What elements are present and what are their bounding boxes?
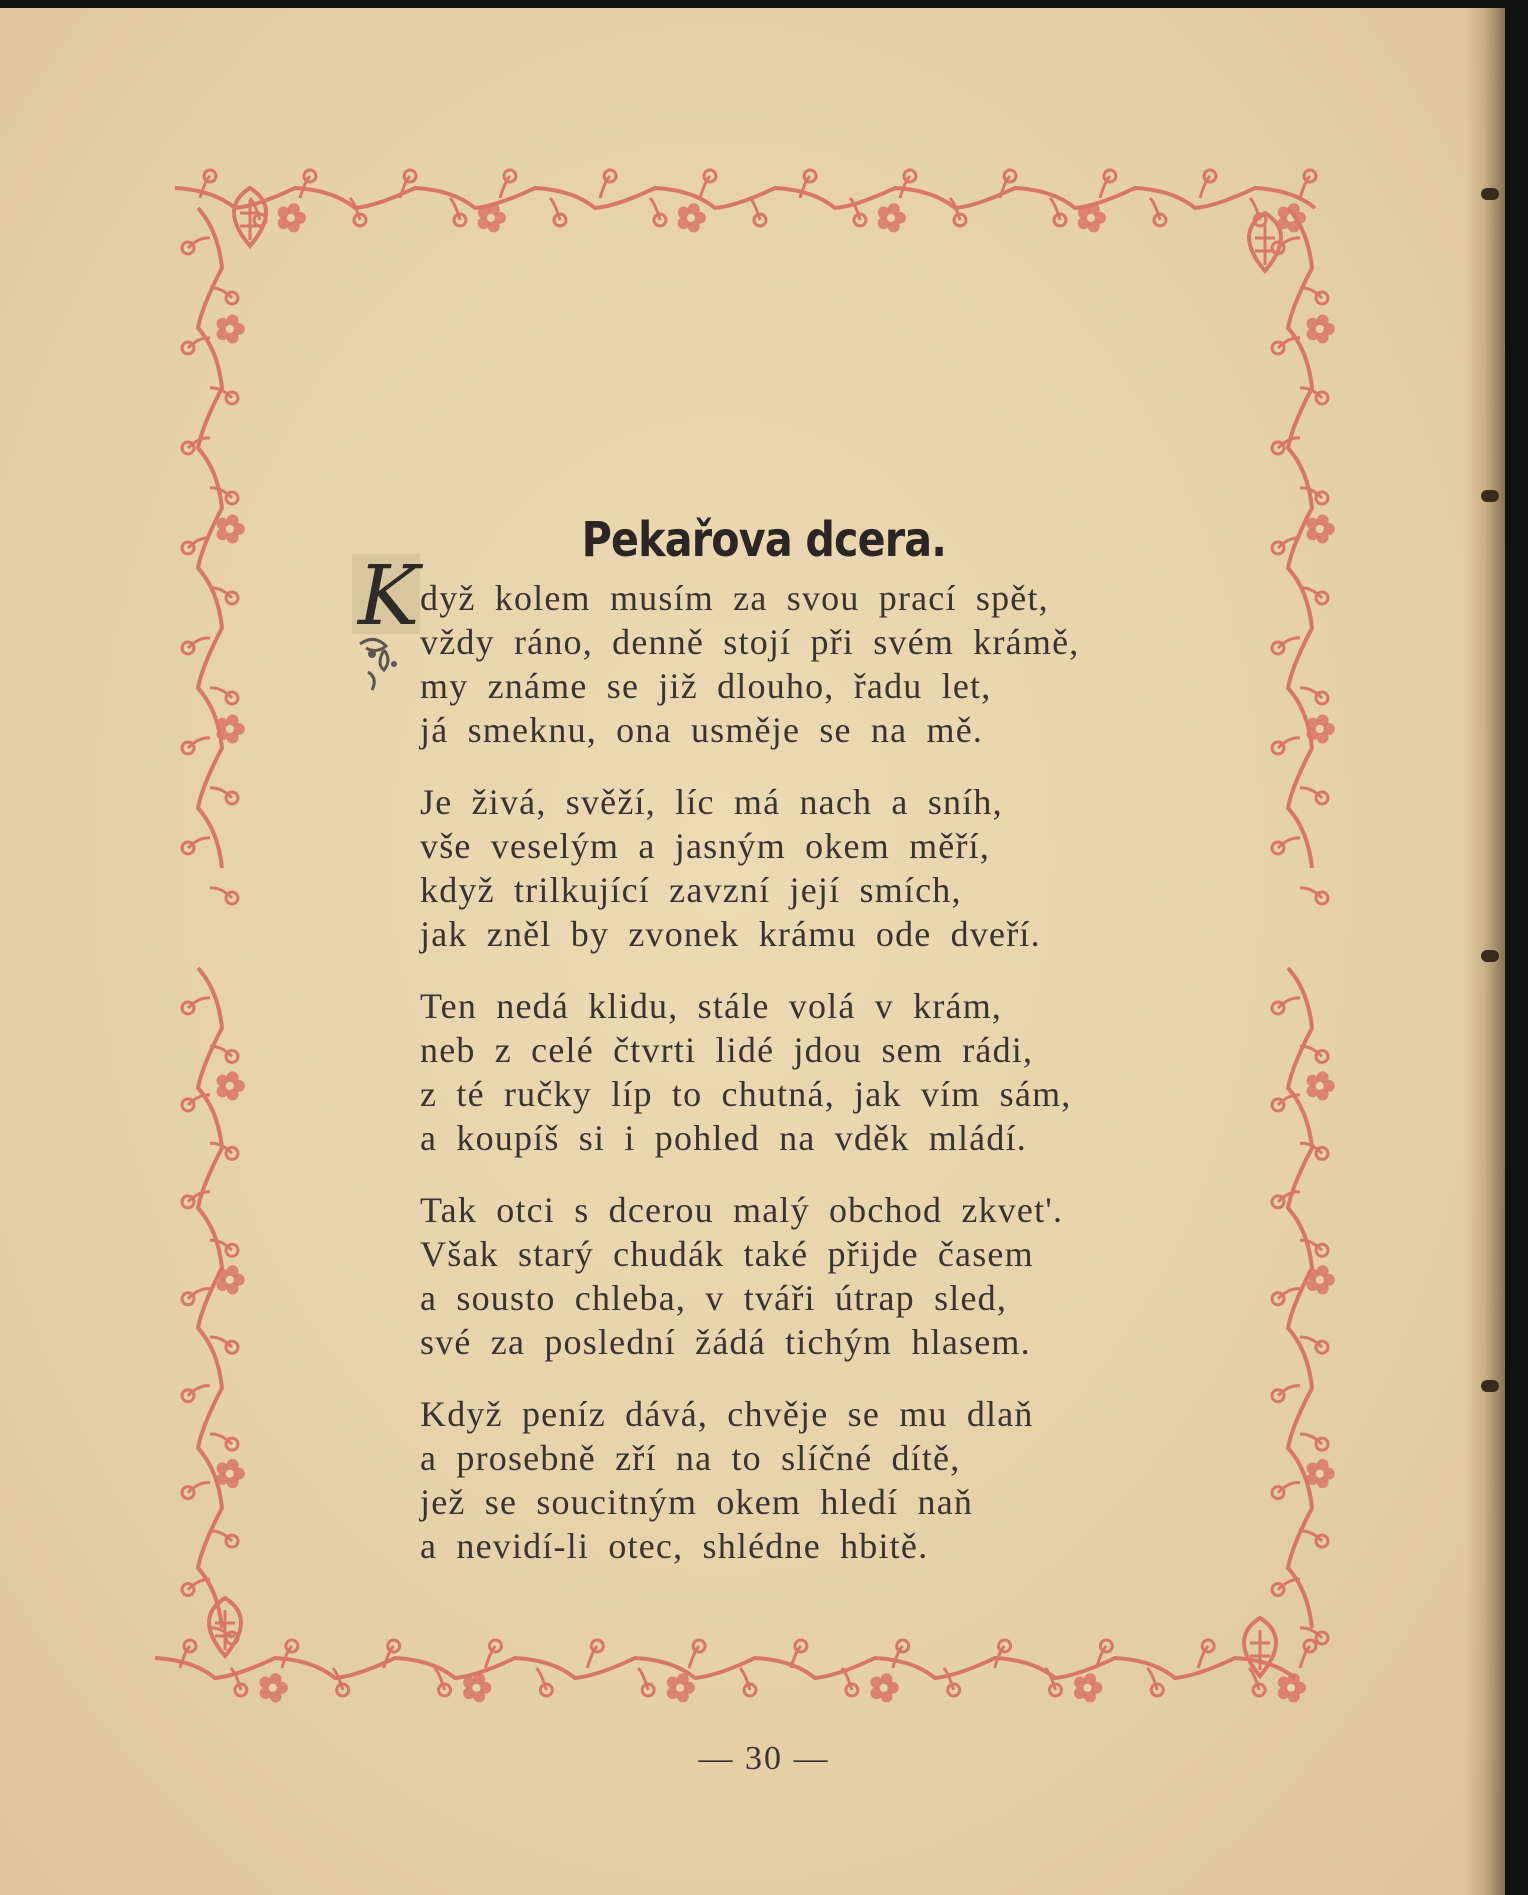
poem-line: své za poslední žádá tichým hlasem. bbox=[420, 1322, 1031, 1362]
poem-line: vše veselým a jasným okem měří, bbox=[420, 826, 991, 866]
poem-line: z té ručky líp to chutná, jak vím sám, bbox=[420, 1074, 1072, 1114]
stanza bbox=[420, 1392, 1180, 1568]
poem-line: Však starý chudák také přijde časem bbox=[420, 1234, 1034, 1274]
stanza bbox=[420, 576, 1180, 752]
poem-body bbox=[420, 576, 1180, 1596]
border-left-lower-vine bbox=[198, 968, 222, 1628]
poem-line: a prosebně zří na to slíčné dítě, bbox=[420, 1438, 961, 1478]
poem-line: já smeknu, ona usměje se na mě. bbox=[420, 710, 984, 750]
poem-line: a koupíš si i pohled na vděk mládí. bbox=[420, 1118, 1027, 1158]
poem-title: Pekařova dcera. bbox=[581, 512, 947, 569]
poem-line: vždy ráno, denně stojí při svém krámě, bbox=[420, 622, 1080, 662]
page-number: — 30 — bbox=[698, 1740, 830, 1777]
stanza bbox=[420, 1188, 1180, 1364]
initial-letter: K bbox=[358, 549, 420, 644]
poem-line: Je živá, svěží, líc má nach a sníh, bbox=[420, 782, 1003, 822]
poem-line: Tak otci s dcerou malý obchod zkvet'. bbox=[420, 1190, 1064, 1230]
border-right-lower-vine bbox=[1288, 968, 1312, 1628]
poem-line: Když peníz dává, chvěje se mu dlaň bbox=[420, 1394, 1034, 1434]
poem-line: my známe se již dlouho, řadu let, bbox=[420, 666, 992, 706]
decorated-initial-k bbox=[350, 546, 424, 696]
poem-line: Ten nedá klidu, stále volá v krám, bbox=[420, 986, 1003, 1026]
poem-line: a sousto chleba, v tváři útrap sled, bbox=[420, 1278, 1008, 1318]
poem-line: jež se soucitným okem hledí naň bbox=[420, 1482, 974, 1522]
poem-line: a nevidí-li otec, shlédne hbitě. bbox=[420, 1526, 929, 1566]
poem-line: jak zněl by zvonek krámu ode dveří. bbox=[420, 914, 1041, 954]
poem-line: když trilkující zavzní její smích, bbox=[420, 870, 962, 910]
stanza bbox=[420, 780, 1180, 956]
book-page bbox=[0, 8, 1505, 1895]
border-bottom-vine bbox=[155, 1658, 1295, 1678]
poem-line: dyž kolem musím za svou prací spět, bbox=[420, 578, 1049, 618]
poem-line: neb z celé čtvrti lidé jdou sem rádi, bbox=[420, 1030, 1034, 1070]
stanza bbox=[420, 984, 1180, 1160]
border-top-vine bbox=[175, 188, 1315, 208]
